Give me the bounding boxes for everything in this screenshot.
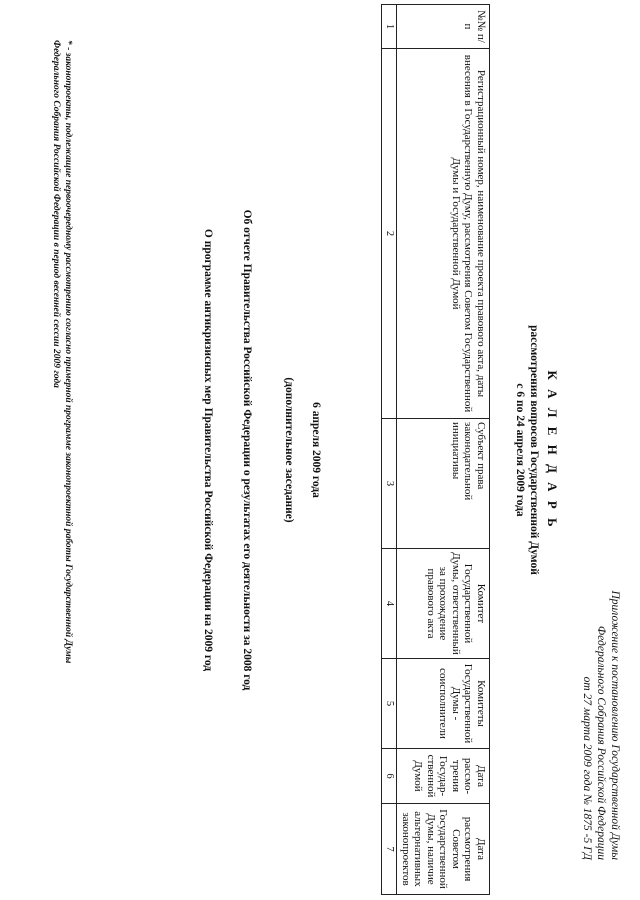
- session-date: 6 апреля 2009 года: [310, 402, 322, 498]
- agenda-item: Об отчете Правительства Российской Федерации о результатах его деятельности за 2008 год: [241, 209, 253, 691]
- calendar-table: [381, 4, 490, 895]
- column-number: 1: [382, 5, 398, 49]
- appendix-line: от 27 марта 2009 года № 1875 -5 ГД: [581, 676, 593, 860]
- column-number: 6: [382, 749, 398, 804]
- calendar-subtitle: [513, 0, 541, 900]
- footnote-line: * - законопроекты, подлежащие первоочередному рассмотрению согласно примерной программе законопроектной работы Государственной Думы: [63, 40, 73, 664]
- footnote: [50, 40, 74, 880]
- footnote-line: Федерального Собрания Российской Федерации в период весенней сессии 2009 года: [51, 40, 61, 388]
- table-header-row: [397, 5, 490, 895]
- header-cell-duma-date: Дата рассмо-трения Государ-ственной Думой: [397, 749, 490, 804]
- session-type: (дополнительное заседание): [283, 377, 295, 523]
- header-cell-co-committees: Комитеты Государственной Думы - соисполнители: [397, 659, 490, 749]
- header-cell-number: №№ п/п: [397, 5, 490, 49]
- calendar-subtitle-line: с 6 по 24 апреля 2009 года: [514, 383, 526, 517]
- column-number: 2: [382, 49, 398, 419]
- appendix-line: Федерального Собрания Российской Федерации: [595, 625, 607, 860]
- header-cell-registration: Регистрационный номер, наименование проекта правового акта, даты внесения в Государственную Думу, рассмотрения Советом Государственной Думы и Государственной Думой: [397, 49, 490, 419]
- column-number: 4: [382, 549, 398, 659]
- appendix-header: [580, 80, 622, 860]
- agenda-item: О программе антикризисных мер Правительства Российской Федерации на 2009 год: [202, 228, 214, 672]
- calendar-subtitle-line: рассмотрения вопросов Государственной Думой: [528, 325, 540, 575]
- header-cell-committee: Комитет Государственной Думы, ответственный за прохождение правового акта: [397, 549, 490, 659]
- header-cell-council-date: Дата рассмотрения Советом Государственной Думы, наличие альтернативных законопроектов: [397, 804, 490, 895]
- column-number: 7: [382, 804, 398, 895]
- column-number: 3: [382, 419, 398, 549]
- appendix-line: Приложение к постановлению Государственной Думы: [609, 590, 621, 860]
- calendar-title: К А Л Е Н Д А Р Ь: [545, 370, 560, 530]
- header-cell-subject: Субъект права законодательной инициативы: [397, 419, 490, 549]
- column-number: 5: [382, 659, 398, 749]
- column-number-row: [382, 5, 398, 895]
